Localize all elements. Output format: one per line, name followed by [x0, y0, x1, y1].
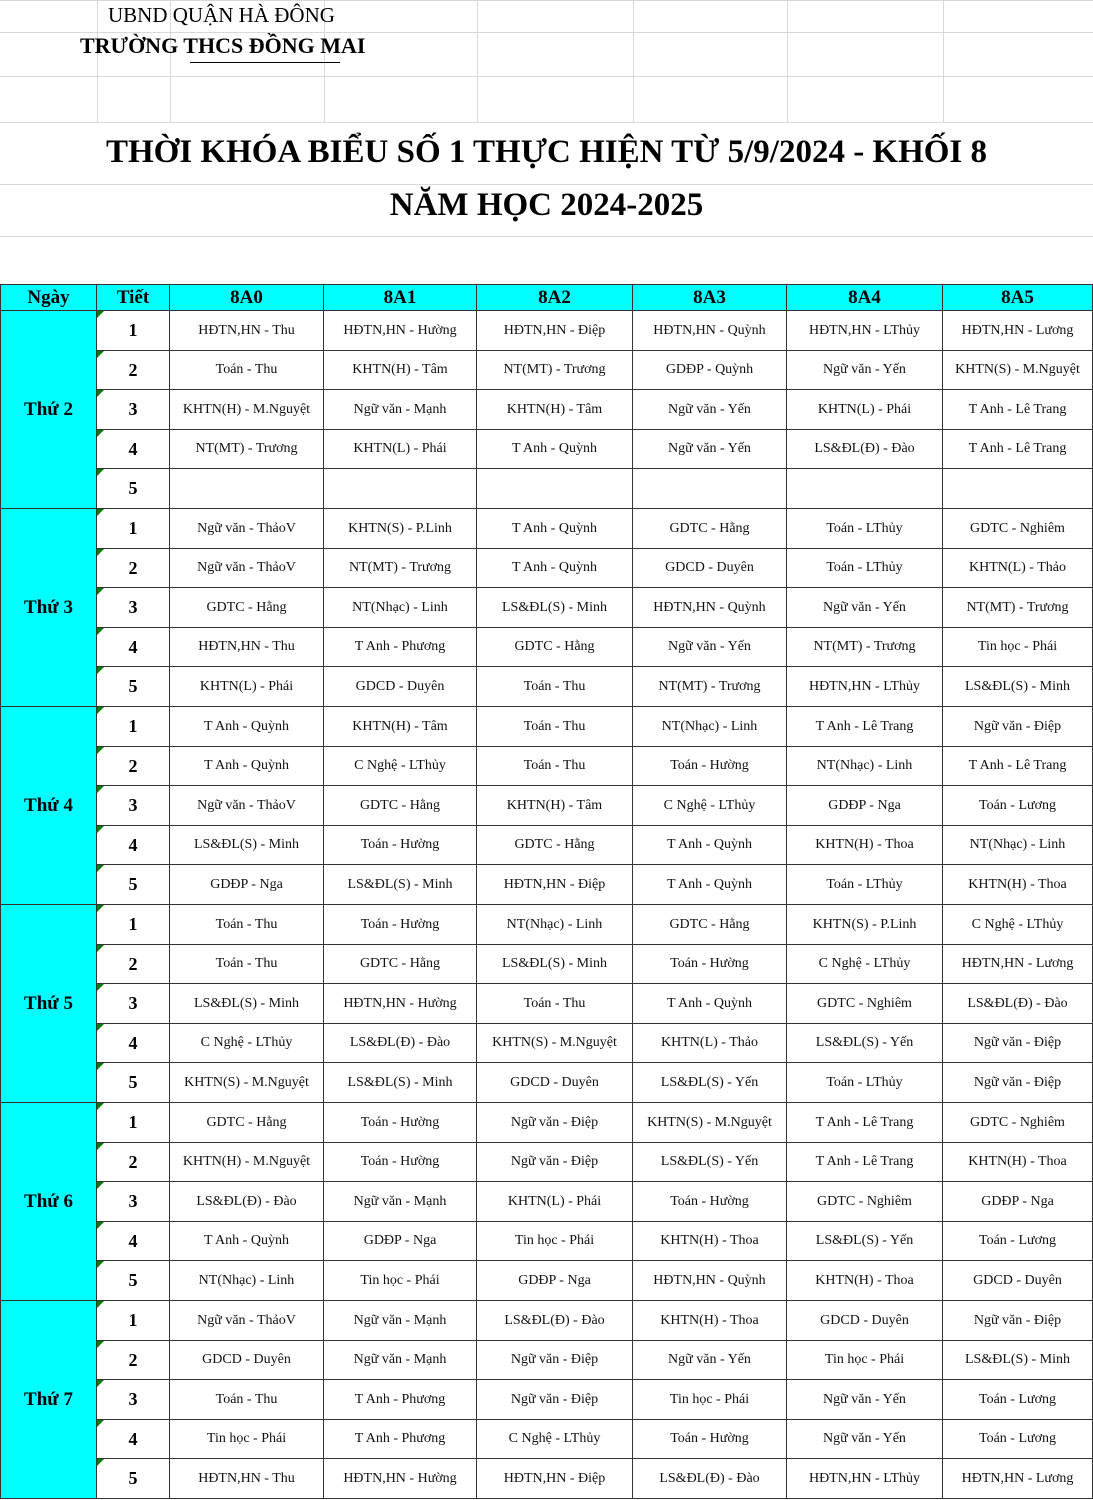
- gridline: [0, 236, 1093, 237]
- schedule-cell: T Anh - Phương: [324, 1420, 477, 1459]
- cell-marker: [97, 1103, 104, 1110]
- cell-marker: [97, 1341, 104, 1348]
- schedule-cell: C Nghệ - LThủy: [477, 1420, 633, 1459]
- schedule-cell: HĐTN,HN - Điệp: [477, 1459, 633, 1499]
- cell-marker: [97, 667, 104, 674]
- schedule-cell: Toán - LThủy: [787, 549, 943, 588]
- schedule-cell: NT(Nhạc) - Linh: [324, 588, 477, 628]
- gridline: [97, 0, 98, 122]
- schedule-cell: HĐTN,HN - LThủy: [787, 667, 943, 707]
- period-number: 3: [97, 984, 170, 1024]
- cell-marker: [97, 945, 104, 952]
- schedule-cell: KHTN(S) - M.Nguyệt: [477, 1024, 633, 1063]
- schedule-cell: NT(Nhạc) - Linh: [477, 905, 633, 945]
- day-label: Thứ 3: [0, 509, 97, 707]
- schedule-cell: Ngữ văn - Yến: [787, 1420, 943, 1459]
- period-number: 2: [97, 945, 170, 984]
- schedule-cell: C Nghệ - LThủy: [787, 945, 943, 984]
- header-class: 8A2: [477, 284, 633, 311]
- schedule-cell: KHTN(L) - Phái: [477, 1182, 633, 1222]
- schedule-cell: Ngữ văn - Yến: [787, 588, 943, 628]
- cell-marker: [97, 786, 104, 793]
- schedule-cell: HĐTN,HN - Hường: [324, 1459, 477, 1499]
- schedule-cell: HĐTN,HN - Quỳnh: [633, 311, 787, 351]
- schedule-cell: Ngữ văn - ThảoV: [170, 786, 324, 826]
- period-number: 2: [97, 1143, 170, 1182]
- schedule-cell: Ngữ văn - Mạnh: [324, 1301, 477, 1341]
- schedule-cell: LS&ĐL(S) - Minh: [943, 1341, 1093, 1380]
- schedule-cell: C Nghệ - LThủy: [324, 747, 477, 786]
- schedule-cell: LS&ĐL(S) - Minh: [170, 826, 324, 865]
- schedule-cell: HĐTN,HN - Lương: [943, 945, 1093, 984]
- schedule-cell: GDĐP - Nga: [477, 1261, 633, 1301]
- schedule-cell: GDĐP - Quỳnh: [633, 351, 787, 390]
- header-class: 8A4: [787, 284, 943, 311]
- period-number: 3: [97, 1380, 170, 1420]
- schedule-cell: KHTN(L) - Thảo: [943, 549, 1093, 588]
- cell-marker: [97, 865, 104, 872]
- period-number: 3: [97, 786, 170, 826]
- schedule-cell: Toán - Thu: [170, 1380, 324, 1420]
- header-class: 8A1: [324, 284, 477, 311]
- schedule-cell: Ngữ văn - Yến: [633, 1341, 787, 1380]
- schedule-cell: GDĐP - Nga: [324, 1222, 477, 1261]
- gridline: [0, 76, 1093, 77]
- schedule-cell: Ngữ văn - Mạnh: [324, 390, 477, 430]
- period-number: 3: [97, 588, 170, 628]
- schedule-cell: KHTN(L) - Phái: [787, 390, 943, 430]
- period-number: 4: [97, 1222, 170, 1261]
- schedule-cell: GDCD - Duyên: [170, 1341, 324, 1380]
- timetable-title: THỜI KHÓA BIỂU SỐ 1 THỰC HIỆN TỪ 5/9/2024 - KHỐI 8: [105, 134, 988, 170]
- schedule-cell: C Nghệ - LThủy: [943, 905, 1093, 945]
- schedule-cell: T Anh - Phương: [324, 1380, 477, 1420]
- schedule-cell: GDĐP - Nga: [787, 786, 943, 826]
- day-label: Thứ 7: [0, 1301, 97, 1499]
- schedule-cell: Toán - Lương: [943, 1222, 1093, 1261]
- period-number: 4: [97, 628, 170, 667]
- schedule-cell: GDTC - Nghiêm: [943, 509, 1093, 549]
- schedule-cell: LS&ĐL(S) - Yến: [787, 1222, 943, 1261]
- schedule-cell: Tin học - Phái: [633, 1380, 787, 1420]
- schedule-cell: Ngữ văn - Điệp: [943, 1024, 1093, 1063]
- cell-marker: [97, 1063, 104, 1070]
- schedule-cell: HĐTN,HN - Điệp: [477, 311, 633, 351]
- schedule-cell: NT(MT) - Trương: [324, 549, 477, 588]
- schedule-cell: Toán - Thu: [477, 667, 633, 707]
- schedule-cell: T Anh - Quỳnh: [633, 826, 787, 865]
- period-number: 2: [97, 1341, 170, 1380]
- schedule-cell: Toán - Hường: [633, 747, 787, 786]
- schedule-cell: Ngữ văn - Yến: [787, 1380, 943, 1420]
- schedule-cell: T Anh - Quỳnh: [633, 865, 787, 905]
- gridline: [633, 0, 634, 122]
- schedule-cell: LS&ĐL(S) - Yến: [633, 1143, 787, 1182]
- schedule-cell: Ngữ văn - Điệp: [943, 1063, 1093, 1103]
- schedule-cell: T Anh - Quỳnh: [477, 430, 633, 469]
- schedule-cell: KHTN(H) - Tâm: [324, 707, 477, 747]
- schedule-cell: LS&ĐL(S) - Minh: [477, 588, 633, 628]
- schedule-cell: Tin học - Phái: [170, 1420, 324, 1459]
- period-number: 5: [97, 1063, 170, 1103]
- schedule-cell: HĐTN,HN - Quỳnh: [633, 588, 787, 628]
- cell-marker: [97, 1182, 104, 1189]
- schedule-cell: Ngữ văn - Yến: [787, 351, 943, 390]
- schedule-cell: HĐTN,HN - Thu: [170, 311, 324, 351]
- schedule-cell: KHTN(S) - P.Linh: [787, 905, 943, 945]
- schedule-cell: T Anh - Quỳnh: [633, 984, 787, 1024]
- schedule-cell: KHTN(H) - M.Nguyệt: [170, 390, 324, 430]
- schedule-cell: Ngữ văn - ThảoV: [170, 1301, 324, 1341]
- day-label: Thứ 4: [0, 707, 97, 905]
- schedule-cell: KHTN(H) - Tâm: [477, 786, 633, 826]
- schedule-cell: GDTC - Nghiêm: [787, 984, 943, 1024]
- cell-marker: [97, 469, 104, 476]
- period-number: 3: [97, 390, 170, 430]
- schedule-cell: Ngữ văn - Điệp: [943, 707, 1093, 747]
- schedule-cell: LS&ĐL(S) - Minh: [170, 984, 324, 1024]
- schedule-cell: KHTN(H) - Tâm: [324, 351, 477, 390]
- schedule-cell: KHTN(L) - Phái: [170, 667, 324, 707]
- schedule-cell: KHTN(S) - M.Nguyệt: [943, 351, 1093, 390]
- schedule-cell: [477, 469, 633, 509]
- schedule-cell: T Anh - Lê Trang: [787, 1103, 943, 1143]
- schedule-cell: Tin học - Phái: [477, 1222, 633, 1261]
- schedule-cell: LS&ĐL(S) - Yến: [633, 1063, 787, 1103]
- cell-marker: [97, 1222, 104, 1229]
- cell-marker: [97, 549, 104, 556]
- period-number: 2: [97, 549, 170, 588]
- schedule-cell: [787, 469, 943, 509]
- schedule-cell: LS&ĐL(Đ) - Đào: [477, 1301, 633, 1341]
- cell-marker: [97, 390, 104, 397]
- cell-marker: [97, 747, 104, 754]
- schedule-cell: KHTN(H) - Thoa: [943, 865, 1093, 905]
- period-number: 1: [97, 905, 170, 945]
- schedule-cell: Toán - LThủy: [787, 1063, 943, 1103]
- schedule-cell: T Anh - Quỳnh: [477, 509, 633, 549]
- schedule-cell: Toán - Lương: [943, 1420, 1093, 1459]
- schedule-cell: LS&ĐL(S) - Minh: [943, 667, 1093, 707]
- schedule-cell: HĐTN,HN - Lương: [943, 311, 1093, 351]
- district-name: UBND QUẬN HÀ ĐÔNG: [108, 3, 335, 27]
- schedule-cell: Toán - Hường: [324, 1103, 477, 1143]
- period-number: 2: [97, 747, 170, 786]
- schedule-cell: GDTC - Hằng: [324, 945, 477, 984]
- schedule-cell: Toán - Hường: [633, 1420, 787, 1459]
- period-number: 4: [97, 1024, 170, 1063]
- schedule-cell: KHTN(H) - Thoa: [633, 1301, 787, 1341]
- period-number: 5: [97, 667, 170, 707]
- schedule-cell: [943, 469, 1093, 509]
- schedule-cell: HĐTN,HN - Thu: [170, 1459, 324, 1499]
- cell-marker: [97, 1024, 104, 1031]
- period-number: 1: [97, 311, 170, 351]
- schedule-cell: LS&ĐL(S) - Yến: [787, 1024, 943, 1063]
- schedule-cell: HĐTN,HN - Điệp: [477, 865, 633, 905]
- schedule-cell: Ngữ văn - Điệp: [477, 1341, 633, 1380]
- period-number: 1: [97, 1103, 170, 1143]
- schedule-cell: HĐTN,HN - Quỳnh: [633, 1261, 787, 1301]
- schedule-cell: LS&ĐL(S) - Minh: [477, 945, 633, 984]
- schedule-cell: T Anh - Quỳnh: [170, 707, 324, 747]
- schedule-cell: Toán - Hường: [633, 945, 787, 984]
- schedule-cell: GDTC - Hằng: [170, 1103, 324, 1143]
- schedule-cell: GDTC - Hằng: [170, 588, 324, 628]
- schedule-cell: Toán - Hường: [633, 1182, 787, 1222]
- day-label: Thứ 5: [0, 905, 97, 1103]
- schedule-cell: Ngữ văn - Điệp: [943, 1301, 1093, 1341]
- schedule-cell: T Anh - Lê Trang: [943, 390, 1093, 430]
- schedule-cell: [633, 469, 787, 509]
- period-number: 2: [97, 351, 170, 390]
- schedule-cell: NT(Nhạc) - Linh: [633, 707, 787, 747]
- schedule-cell: HĐTN,HN - Hường: [324, 311, 477, 351]
- schedule-cell: T Anh - Lê Trang: [943, 747, 1093, 786]
- cell-marker: [97, 430, 104, 437]
- schedule-cell: [170, 469, 324, 509]
- schedule-cell: GDCD - Duyên: [324, 667, 477, 707]
- schedule-cell: KHTN(H) - Tâm: [477, 390, 633, 430]
- schedule-cell: C Nghệ - LThủy: [633, 786, 787, 826]
- cell-marker: [97, 509, 104, 516]
- gridline: [0, 0, 1093, 1]
- header-day: Ngày: [0, 284, 97, 311]
- schedule-cell: Tin học - Phái: [943, 628, 1093, 667]
- schedule-cell: NT(Nhạc) - Linh: [170, 1261, 324, 1301]
- header-class: 8A3: [633, 284, 787, 311]
- schedule-cell: GDĐP - Nga: [943, 1182, 1093, 1222]
- cell-marker: [97, 351, 104, 358]
- schedule-cell: T Anh - Phương: [324, 628, 477, 667]
- header-class: 8A5: [943, 284, 1093, 311]
- schedule-cell: Ngữ văn - Điệp: [477, 1143, 633, 1182]
- schedule-cell: LS&ĐL(Đ) - Đào: [324, 1024, 477, 1063]
- cell-marker: [97, 707, 104, 714]
- schedule-cell: KHTN(L) - Thảo: [633, 1024, 787, 1063]
- schedule-cell: [324, 469, 477, 509]
- cell-marker: [97, 826, 104, 833]
- schedule-cell: GDCD - Duyên: [477, 1063, 633, 1103]
- schedule-cell: LS&ĐL(Đ) - Đào: [170, 1182, 324, 1222]
- schedule-cell: GDCD - Duyên: [943, 1261, 1093, 1301]
- period-number: 1: [97, 509, 170, 549]
- cell-marker: [97, 905, 104, 912]
- schedule-cell: LS&ĐL(Đ) - Đào: [787, 430, 943, 469]
- schedule-cell: Toán - Lương: [943, 786, 1093, 826]
- schedule-cell: GDTC - Hằng: [477, 628, 633, 667]
- schedule-cell: Ngữ văn - ThảoV: [170, 549, 324, 588]
- schedule-cell: Toán - Hường: [324, 826, 477, 865]
- schedule-cell: HĐTN,HN - LThủy: [787, 311, 943, 351]
- schedule-cell: NT(Nhạc) - Linh: [787, 747, 943, 786]
- schedule-cell: GDĐP - Nga: [170, 865, 324, 905]
- period-number: 5: [97, 1261, 170, 1301]
- schedule-cell: GDCD - Duyên: [633, 549, 787, 588]
- schedule-cell: LS&ĐL(S) - Minh: [324, 865, 477, 905]
- schedule-cell: GDTC - Hằng: [324, 786, 477, 826]
- school-year-title: NĂM HỌC 2024-2025: [389, 187, 704, 223]
- schedule-cell: GDTC - Hằng: [633, 509, 787, 549]
- schedule-cell: KHTN(H) - Thoa: [787, 1261, 943, 1301]
- schedule-cell: Toán - Thu: [170, 905, 324, 945]
- schedule-cell: Ngữ văn - Mạnh: [324, 1341, 477, 1380]
- gridline: [0, 122, 1093, 123]
- period-number: 1: [97, 707, 170, 747]
- schedule-cell: T Anh - Quỳnh: [170, 747, 324, 786]
- cell-marker: [97, 1459, 104, 1466]
- schedule-cell: T Anh - Lê Trang: [943, 430, 1093, 469]
- schedule-cell: KHTN(S) - P.Linh: [324, 509, 477, 549]
- day-label: Thứ 2: [0, 311, 97, 509]
- schedule-cell: KHTN(H) - Thoa: [633, 1222, 787, 1261]
- schedule-cell: Toán - Thu: [477, 984, 633, 1024]
- schedule-cell: Ngữ văn - Mạnh: [324, 1182, 477, 1222]
- gridline: [0, 184, 1093, 185]
- schedule-cell: KHTN(S) - M.Nguyệt: [170, 1063, 324, 1103]
- gridline: [943, 0, 944, 122]
- schedule-cell: Toán - Thu: [477, 747, 633, 786]
- schedule-cell: KHTN(H) - Thoa: [787, 826, 943, 865]
- schedule-cell: NT(MT) - Trương: [787, 628, 943, 667]
- schedule-cell: Toán - LThủy: [787, 865, 943, 905]
- period-number: 5: [97, 469, 170, 509]
- schedule-cell: Toán - Thu: [170, 351, 324, 390]
- schedule-cell: GDTC - Hằng: [477, 826, 633, 865]
- cell-marker: [97, 1420, 104, 1427]
- cell-marker: [97, 1380, 104, 1387]
- school-name-underline: [190, 62, 340, 63]
- schedule-cell: GDCD - Duyên: [787, 1301, 943, 1341]
- schedule-cell: Ngữ văn - Yến: [633, 390, 787, 430]
- schedule-cell: KHTN(L) - Phái: [324, 430, 477, 469]
- schedule-cell: T Anh - Lê Trang: [787, 1143, 943, 1182]
- schedule-cell: HĐTN,HN - Hường: [324, 984, 477, 1024]
- cell-marker: [97, 311, 104, 318]
- schedule-cell: NT(MT) - Trương: [633, 667, 787, 707]
- period-number: 4: [97, 430, 170, 469]
- schedule-cell: NT(Nhạc) - Linh: [943, 826, 1093, 865]
- period-number: 5: [97, 1459, 170, 1499]
- schedule-cell: NT(MT) - Trương: [943, 588, 1093, 628]
- cell-marker: [97, 1261, 104, 1268]
- schedule-cell: LS&ĐL(S) - Minh: [324, 1063, 477, 1103]
- schedule-cell: HĐTN,HN - LThủy: [787, 1459, 943, 1499]
- schedule-cell: Ngữ văn - Điệp: [477, 1103, 633, 1143]
- schedule-cell: T Anh - Quỳnh: [477, 549, 633, 588]
- schedule-cell: GDTC - Hằng: [633, 905, 787, 945]
- schedule-cell: Ngữ văn - Yến: [633, 628, 787, 667]
- gridline: [787, 0, 788, 122]
- schedule-cell: KHTN(H) - Thoa: [943, 1143, 1093, 1182]
- day-label: Thứ 6: [0, 1103, 97, 1301]
- schedule-cell: C Nghệ - LThủy: [170, 1024, 324, 1063]
- schedule-cell: LS&ĐL(Đ) - Đào: [633, 1459, 787, 1499]
- period-number: 3: [97, 1182, 170, 1222]
- cell-marker: [97, 1301, 104, 1308]
- schedule-cell: HĐTN,HN - Lương: [943, 1459, 1093, 1499]
- period-number: 5: [97, 865, 170, 905]
- cell-marker: [97, 628, 104, 635]
- schedule-cell: Toán - Lương: [943, 1380, 1093, 1420]
- schedule-cell: Ngữ văn - Điệp: [477, 1380, 633, 1420]
- cell-marker: [97, 984, 104, 991]
- schedule-cell: LS&ĐL(Đ) - Đào: [943, 984, 1093, 1024]
- header-class: 8A0: [170, 284, 324, 311]
- period-number: 1: [97, 1301, 170, 1341]
- schedule-cell: Toán - Hường: [324, 1143, 477, 1182]
- period-number: 4: [97, 826, 170, 865]
- school-name: TRƯỜNG THCS ĐỒNG MAI: [80, 33, 366, 58]
- schedule-cell: KHTN(H) - M.Nguyệt: [170, 1143, 324, 1182]
- schedule-cell: Toán - Thu: [170, 945, 324, 984]
- schedule-cell: Ngữ văn - ThảoV: [170, 509, 324, 549]
- period-number: 4: [97, 1420, 170, 1459]
- schedule-cell: HĐTN,HN - Thu: [170, 628, 324, 667]
- schedule-cell: Tin học - Phái: [324, 1261, 477, 1301]
- schedule-cell: Toán - LThủy: [787, 509, 943, 549]
- schedule-cell: Ngữ văn - Yến: [633, 430, 787, 469]
- schedule-cell: NT(MT) - Trương: [477, 351, 633, 390]
- schedule-cell: T Anh - Quỳnh: [170, 1222, 324, 1261]
- schedule-cell: NT(MT) - Trương: [170, 430, 324, 469]
- cell-marker: [97, 588, 104, 595]
- schedule-cell: Toán - Thu: [477, 707, 633, 747]
- schedule-cell: Toán - Hường: [324, 905, 477, 945]
- schedule-cell: GDTC - Nghiêm: [787, 1182, 943, 1222]
- schedule-cell: Tin học - Phái: [787, 1341, 943, 1380]
- cell-marker: [97, 1143, 104, 1150]
- schedule-cell: GDTC - Nghiêm: [943, 1103, 1093, 1143]
- header-period: Tiết: [97, 284, 170, 311]
- schedule-cell: KHTN(S) - M.Nguyệt: [633, 1103, 787, 1143]
- gridline: [477, 0, 478, 122]
- schedule-cell: T Anh - Lê Trang: [787, 707, 943, 747]
